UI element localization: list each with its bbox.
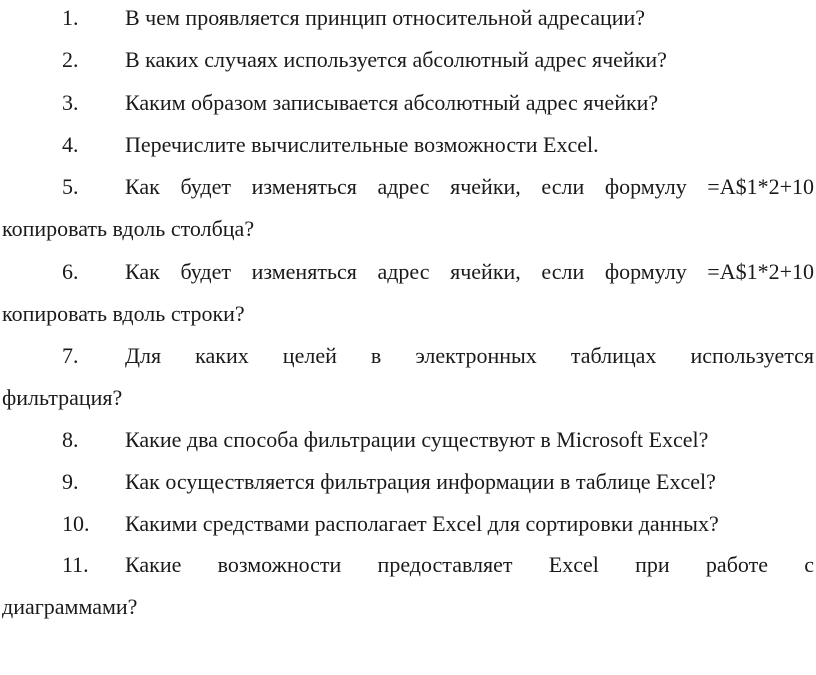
question-number: 8. [62,427,79,452]
question-text: Какие два способа фильтрации существуют в Microsoft Excel? [125,427,709,452]
question-text: Какие возможности предоставляет Excel при работе с [125,552,814,577]
question-text: В чем проявляется принцип относительной адресации? [125,5,646,30]
question-number: 1. [62,5,79,30]
question-number: 5. [62,174,79,199]
question-text: Как будет изменяться адрес ячейки, если формулу =A$1*2+10 [125,259,814,284]
question-text-continuation: диаграммами? [2,594,138,619]
question-text: Перечислите вычислительные возможности Excel. [125,132,599,157]
question-text: Для каких целей в электронных таблицах используется [125,343,814,368]
question-number: 7. [62,343,79,368]
question-number: 9. [62,469,79,494]
question-number: 11. [62,552,89,577]
question-text: Как будет изменяться адрес ячейки, если формулу =A$1*2+10 [125,174,814,199]
question-text-continuation: копировать вдоль строки? [2,301,245,326]
question-text: Как осуществляется фильтрация информации в таблице Excel? [125,469,716,494]
question-text: Какими средствами располагает Excel для сортировки данных? [125,511,719,536]
question-number: 4. [62,132,79,157]
question-text-continuation: фильтрация? [2,385,123,410]
question-number: 10. [62,511,90,536]
question-number: 2. [62,47,79,72]
question-text-continuation: копировать вдоль столбца? [2,216,255,241]
question-text: В каких случаях используется абсолютный адрес ячейки? [125,47,667,72]
question-number: 3. [62,90,79,115]
question-number: 6. [62,259,79,284]
question-text: Каким образом записывается абсолютный адрес ячейки? [125,90,659,115]
